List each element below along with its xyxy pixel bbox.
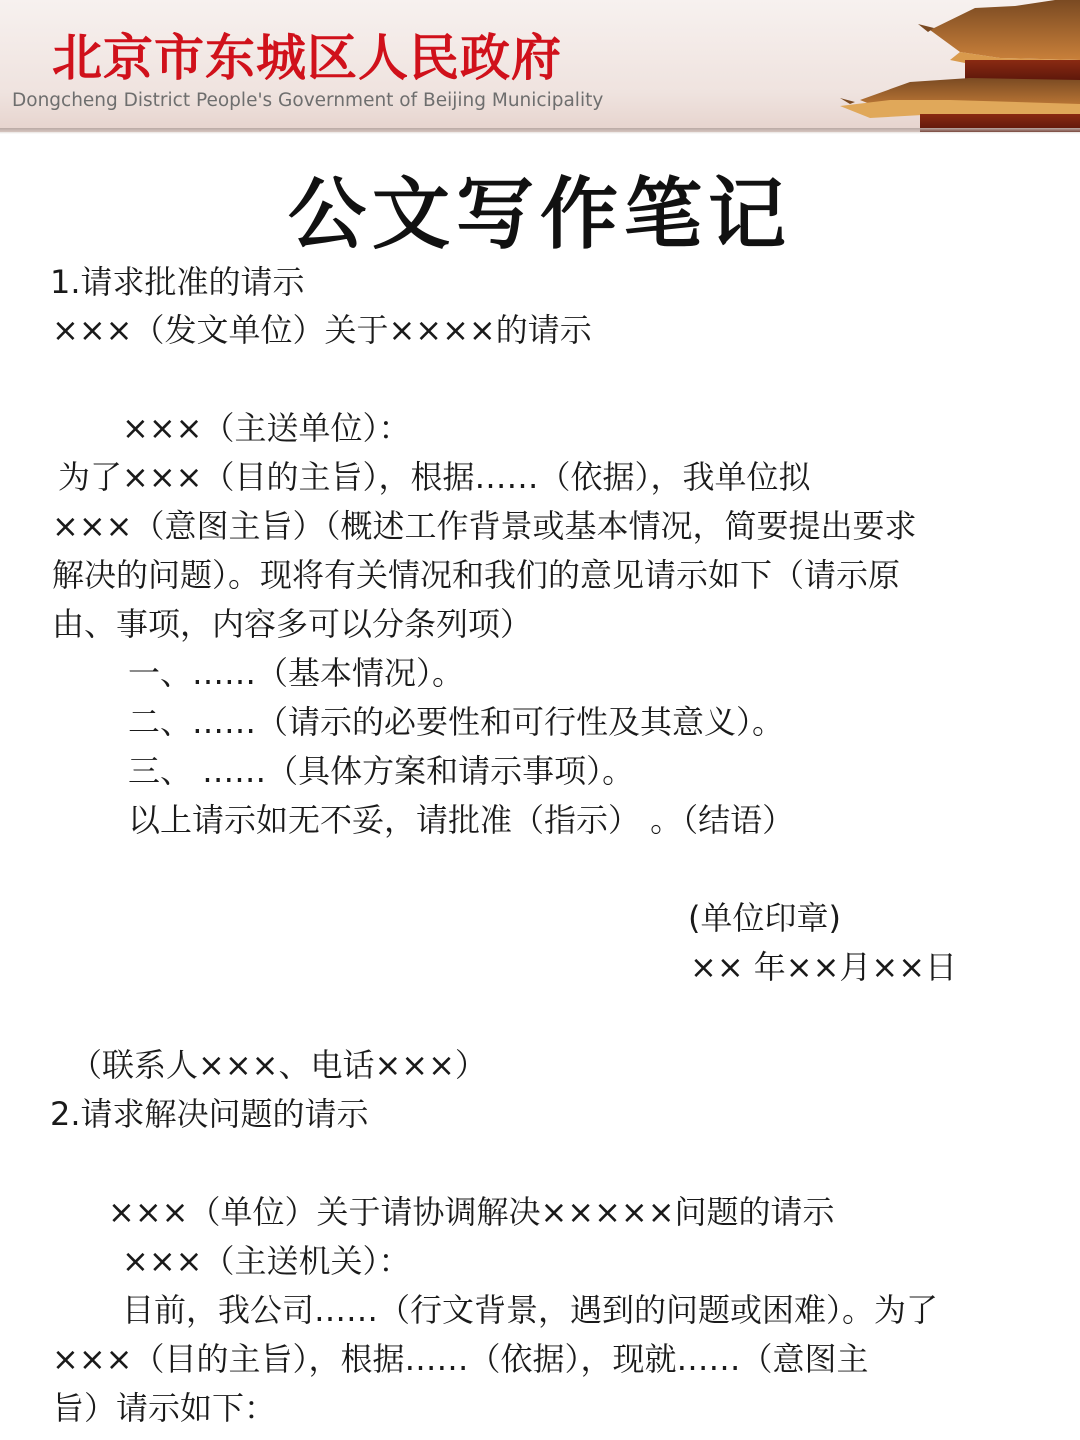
section-2-paragraph-line: ×××（目的主旨），根据……（依据），现就……（意图主 [52,1340,869,1378]
section-1-paragraph-line: 由、事项，内容多可以分条列项） [52,605,533,643]
section-1-paragraph-line: 解决的问题）。现将有关情况和我们的意见请示如下（请示原 [52,556,901,594]
list-item-3: 三、 ……（具体方案和请示事项）。 [128,752,635,790]
date-line: ×× 年××月××日 [690,948,958,986]
government-title: 北京市东城区人民政府 [52,29,562,87]
closing-line: 以上请示如无不妥，请批准（指示） 。（结语） [128,801,795,839]
banner-divider [0,128,1080,134]
section-1-heading: 1.请求批准的请示 [50,263,305,301]
list-item-2: 二、……（请示的必要性和可行性及其意义）。 [128,703,785,741]
seal-placeholder: (单位印章) [688,899,841,937]
gate-tower-roof-icon [800,0,1080,132]
list-item-1: 一、……（基本情况）。 [128,654,465,692]
section-2-heading: 2.请求解决问题的请示 [50,1095,369,1133]
section-1-doc-name: ×××（发文单位）关于××××的请示 [52,311,592,349]
section-2-paragraph-line: 目前，我公司……（行文背景，遇到的问题或困难）。为了 [122,1291,939,1329]
section-1-paragraph-line: 为了×××（目的主旨），根据……（依据），我单位拟 [58,458,811,496]
section-2-paragraph-line: 旨）请示如下： [52,1389,277,1427]
section-2-doc-name: ×××（单位）关于请协调解决×××××问题的请示 [108,1193,835,1231]
section-1-addressee: ×××（主送单位）： [122,409,411,447]
contact-line: （联系人×××、电话×××） [70,1046,487,1084]
header-banner [0,0,1080,132]
section-2-addressee: ×××（主送机关）： [122,1242,411,1280]
section-1-paragraph-line: ×××（意图主旨）（概述工作背景或基本情况，简要提出要求 [52,507,917,545]
document-title: 公文写作笔记 [287,170,792,260]
government-subtitle: Dongcheng District People's Government of Beijing Municipality [12,90,604,111]
